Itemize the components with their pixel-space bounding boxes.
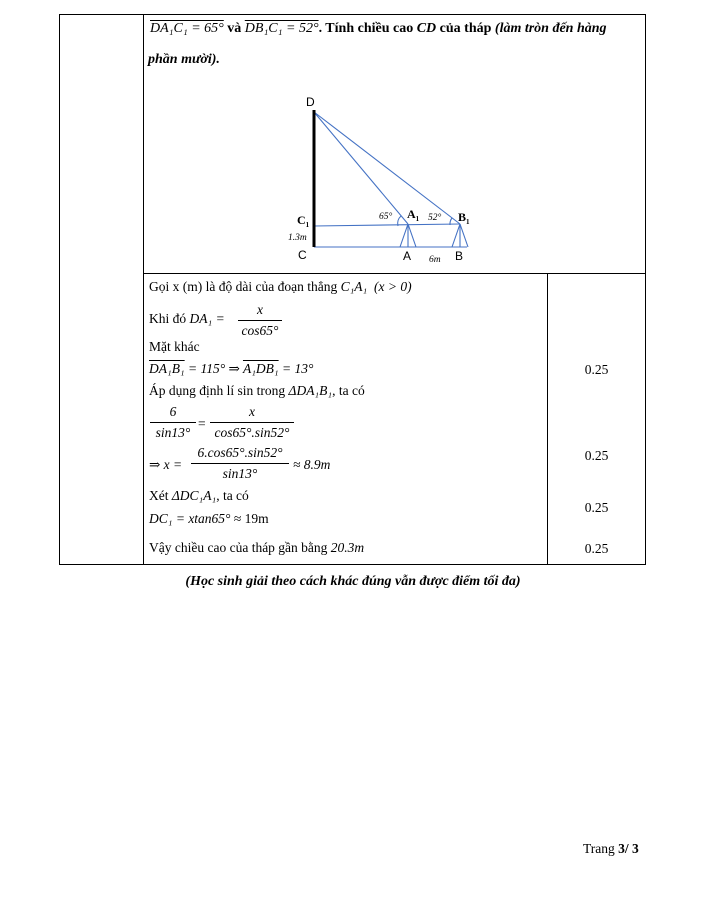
- label-a1: $A_1$: [407, 207, 420, 223]
- label-c: C: [298, 248, 307, 262]
- score-col-divider: [547, 273, 548, 565]
- fraction-x-cos65: x cos65°: [238, 302, 282, 339]
- angle-db1c1: DB₁C₁ = 52°: [244, 21, 319, 36]
- score-1: 0.25: [584, 362, 609, 377]
- line-d-b1: [314, 112, 460, 224]
- rounding-note: (làm tròn đến hàng: [494, 21, 607, 36]
- label-a: A: [403, 249, 412, 263]
- solution-line-1: Gọi x (m) là độ dài của đoạn thẳng C₁A₁ (x > 0): [149, 279, 412, 294]
- grading-note: (Học sinh giải theo cách khác đúng vẫn được điểm tối đa): [185, 574, 521, 589]
- solution-line-5: Áp dụng định lí sin trong ΔDA₁B₁, ta có: [149, 383, 365, 398]
- label-d: D: [306, 95, 315, 109]
- line-c1-b1: [314, 224, 460, 226]
- table-left-border: [59, 14, 60, 565]
- solution-line-3: Mặt khác: [149, 339, 200, 354]
- problem-line-1: [150, 21, 607, 37]
- score-4: 0.25: [584, 541, 609, 556]
- result-x: ≈ 8.9m: [293, 457, 331, 472]
- score-2: 0.25: [584, 448, 609, 463]
- segment-cd: CD: [416, 21, 437, 36]
- fraction-result: 6.cos65°.sin52° sin13°: [191, 445, 289, 482]
- label-c1: $C_1$: [297, 213, 310, 229]
- conj-and: và: [223, 21, 245, 36]
- task-tail: của tháp: [436, 21, 495, 36]
- line-d-a1: [314, 112, 408, 224]
- angle-label-52: 52°: [428, 213, 442, 223]
- height-label: 1.3m: [288, 233, 307, 243]
- fraction-x-cos-sin: x cos65°.sin52°: [210, 404, 294, 441]
- fraction-6-sin13: 6 sin13°: [150, 404, 196, 441]
- table-row-divider: [143, 273, 646, 274]
- solution-line-4: DA₁B₁ = 115° ⇒ A₁DB₁ = 13°: [149, 361, 314, 376]
- page-footer: [583, 841, 639, 857]
- label-b: B: [455, 249, 464, 263]
- angle-label-65: 65°: [379, 212, 393, 222]
- score-3: 0.25: [584, 500, 609, 515]
- solution-line-8: Xét ΔDC₁A₁, ta có: [149, 488, 249, 503]
- distance-label: 6m: [429, 255, 441, 265]
- tower-figure: [280, 90, 480, 270]
- solution-line-7: ⇒ x =: [149, 457, 183, 472]
- problem-line-2: phần mười).: [148, 52, 220, 67]
- equals-sign: =: [198, 416, 206, 431]
- table-top-border: [59, 14, 646, 15]
- solution-line-2: Khi đó DA₁ =: [149, 311, 225, 326]
- task-text: . Tính chiều cao: [318, 21, 417, 36]
- solution-line-9: DC₁ = xtan65° ≈ 19m: [149, 511, 269, 526]
- page-number: 3/ 3: [618, 841, 639, 856]
- label-b1: $B_1$: [458, 210, 470, 226]
- table-bottom-border: [59, 564, 646, 565]
- page-label: Trang: [583, 841, 619, 856]
- angle-da1c1: DA₁C₁ = 65°: [150, 21, 224, 36]
- table-right-border: [645, 14, 646, 565]
- solution-line-10: Vậy chiều cao của tháp gần bằng 20.3m: [149, 540, 365, 555]
- table-col-divider: [143, 14, 144, 565]
